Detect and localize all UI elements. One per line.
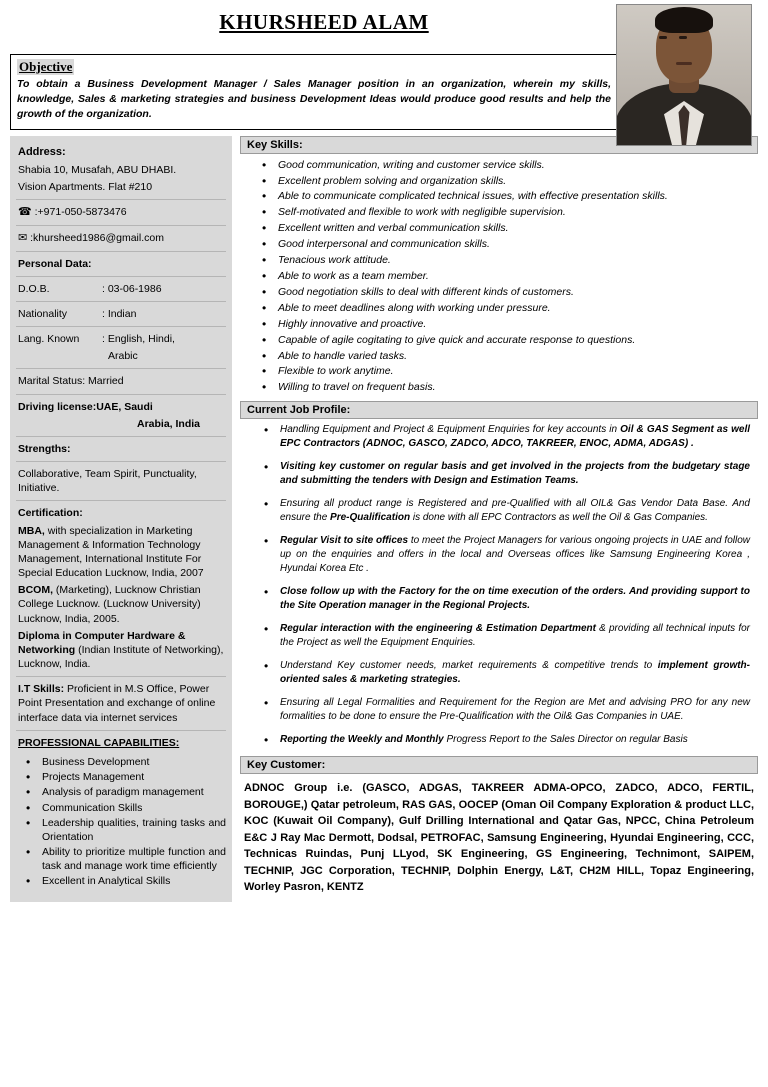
list-item: • Able to communicate complicated technical issues, with effective presentation skills. (240, 189, 752, 204)
list-item: • Leadership qualities, training tasks and Orientation (16, 816, 226, 844)
key-customer-section (240, 756, 758, 896)
page-title: KHURSHEED ALAM (219, 10, 429, 34)
certification-diploma (16, 629, 226, 675)
address-title: Address: (18, 145, 66, 158)
list-item (240, 696, 750, 724)
it-skills-row (16, 679, 226, 728)
list-item (240, 585, 750, 613)
key-customer-text: ADNOC Group i.e. (GASCO, ADGAS, TAKREER ADMA-OPCO, ZADCO, ADCO, FERTIL, BOROUGE,) Qatar petroleum, RAS GAS, OOCEP (Oman Oil Company Exploration & product LLC, KOC (Kuwait Oil Company), Gulf Drilling International and Qatar Gas, NPCC, China Petroleum E&C J Ray Mac Dermott, Dodsal, PETROFAC, Samsung Engineering, Hyundai Engineering, CCC, Technicas Ruindas, Punj LLyod, SK Engineering, GS Engineering, Technimont, SAIPEM, TECHNIP, JGC Corporation, TECHNIP, Dolphin Energy, L&T, CH2M HILL, Topaz Engineering, Worley Pasron, KENTZ (244, 782, 754, 894)
key-skills-list (240, 158, 758, 396)
list-item (240, 534, 750, 576)
list-item: • Good negotiation skills to deal with different kinds of customers. (240, 285, 752, 300)
envelope-icon: ✉ (18, 231, 28, 244)
text-run: Visiting key customer on regular basis and get involved in the projects from the budgetary stage and submitting the tenders with Design and Estimation Teams. (280, 461, 750, 487)
sidebar (10, 136, 232, 902)
it-skills-text: Proficient in M.S Office, Power Point Presentation and exchange of online interface data via internet services (18, 683, 216, 724)
cert-diploma-detail: (Indian Institute of Networking), Lucknow, India. (18, 643, 224, 671)
text-run: Regular interaction with the engineering & Estimation Department (280, 623, 596, 635)
avatar (616, 4, 752, 146)
languages-label: Lang. Known (18, 333, 80, 346)
list-item (240, 622, 750, 650)
nationality-label: Nationality (18, 307, 68, 320)
marital-status: Marital Status: Married (18, 375, 124, 388)
professional-capabilities-title: PROFESSIONAL CAPABILITIES: (18, 736, 180, 749)
objective-title: Objective (19, 59, 73, 74)
text-run: Pre-Qualification (330, 512, 411, 524)
list-item: • Good communication, writing and customer service skills. (240, 158, 752, 173)
current-job-profile-title: Current Job Profile: (240, 401, 758, 419)
list-item: • Able to handle varied tasks. (240, 349, 752, 364)
text-run: Oil & GAS Segment as well EPC Contractors (ADNOC, GASCO, ZADCO, ADCO, TAKREER, ENOC, ADMA, ADGAS) . (280, 424, 750, 450)
telephone-icon: ☎ (18, 205, 32, 218)
objective-text: To obtain a Business Development Manager / Sales Manager position in an organization, wherein my skills, knowledge, Sales & marketing strategies and business Development Ideas would produce good results and help the growth of the organization. (17, 78, 611, 121)
professional-capabilities-list (16, 755, 226, 889)
languages-row (16, 329, 226, 349)
languages-value-2: Arabic (108, 350, 138, 363)
strengths-title: Strengths: (18, 442, 71, 455)
cert-mba-label: MBA, (18, 524, 45, 537)
phone-row (16, 202, 226, 223)
languages-value: : English, Hindi, (102, 333, 175, 346)
cert-bcom-detail: (Marketing), Lucknow Christian College Lucknow. (Lucknow University) Lucknow, India, 2005. (18, 584, 201, 625)
cert-diploma-label: Diploma in Computer Hardware & Networking (18, 629, 186, 656)
text-run: implement growth-oriented sales & marketing strategies. (280, 660, 750, 686)
nationality-row (16, 304, 226, 324)
driving-license-value-2: Arabia, India (136, 417, 200, 430)
text-run: & providing all technical inputs for the Project as well the Equipment Enquiries. (280, 623, 750, 649)
text-run: is done with all EPC Contractors as well the Oil & Gas Companies. (410, 512, 708, 524)
list-item: • Excellent in Analytical Skills (16, 874, 226, 888)
list-item: • Capable of agile cogitating to give quick and accurate response to questions. (240, 333, 752, 348)
dob-value: : 03-06-1986 (102, 282, 162, 295)
list-item: • Able to meet deadlines along with working under pressure. (240, 301, 752, 316)
list-item: • Flexible to work anytime. (240, 364, 752, 379)
list-item (240, 460, 750, 488)
list-item: • Highly innovative and proactive. (240, 317, 752, 332)
current-job-profile-section (240, 401, 758, 747)
it-skills-title: I.T Skills: (18, 683, 65, 696)
text-run: Regular Visit to site offices (280, 535, 409, 547)
key-skills-title: Key Skills: (240, 136, 758, 154)
address-line-2: Vision Apartments. Flat #210 (18, 180, 153, 193)
list-item (240, 497, 750, 525)
list-item: • Ability to prioritize multiple function and task and manage work time efficiently (16, 845, 226, 873)
driving-license-row (16, 397, 226, 417)
strengths-text: Collaborative, Team Spirit, Punctuality, Initiative. (18, 468, 197, 495)
text-run: Reporting the Weekly and Monthly (280, 734, 444, 746)
list-item: • Tenacious work attitude. (240, 253, 752, 268)
nationality-value: : Indian (102, 307, 137, 320)
address-line-1: Shabia 10, Musafah, ABU DHABI. (18, 163, 177, 176)
driving-license-value: UAE, Saudi (96, 400, 153, 413)
list-item: • Willing to travel on frequent basis. (240, 380, 752, 395)
email-value: :khursheed1986@gmail.com (30, 231, 164, 244)
text-run: Understand Key customer needs, market requirements & competitive trends to (280, 660, 658, 672)
text-run: Close follow up with the Factory for the on time execution of the orders. And providing support to the Site Operation manager in the Regional Projects. (280, 586, 750, 612)
certification-mba (16, 524, 226, 584)
cert-mba-detail: with specialization in Marketing Management & Information Technology Management, International Institute For Special Education Lucknow, India, 2007 (18, 524, 204, 580)
driving-license-label: Driving license: (18, 400, 97, 413)
list-item: • Excellent written and verbal communication skills. (240, 221, 752, 236)
list-item: • Analysis of paradigm management (16, 785, 226, 799)
list-item (240, 733, 750, 747)
list-item: • Self-motivated and flexible to work with negligible supervision. (240, 205, 752, 220)
cert-bcom-label: BCOM, (18, 584, 53, 597)
text-run: Ensuring all product range is Registered and pre-Qualified with all OIL& Gas Vendor Data Base. And ensure the (280, 498, 750, 524)
list-item: • Excellent problem solving and organization skills. (240, 174, 752, 189)
email-row (16, 228, 226, 249)
key-customer-title: Key Customer: (240, 756, 758, 774)
key-skills-section (240, 136, 758, 396)
list-item: • Able to work as a team member. (240, 269, 752, 284)
list-item: • Projects Management (16, 770, 226, 784)
certification-title: Certification: (18, 507, 83, 520)
list-item: • Communication Skills (16, 801, 226, 815)
list-item (240, 423, 750, 451)
dob-row (16, 279, 226, 299)
text-run: Handling Equipment and Project & Equipment Enquiries for key accounts in (280, 424, 621, 436)
text-run: to meet the Project Managers for various ongoing projects in UAE and follow up on the enquiries and offers in the local and Overseas offices like Samsung Engineering Korea , Hyundai Korea Etc . (280, 535, 751, 575)
personal-data-title: Personal Data: (18, 257, 92, 270)
list-item (240, 659, 750, 687)
dob-label: D.O.B. (18, 282, 50, 295)
phone-value: :+971-050-5873476 (34, 205, 127, 218)
text-run: Ensuring all Legal Formalities and Requirement for the Region are Met and advising PRO for any new formalities to be done to ensure the Pre-Qualification with the Oil& Gas Companies in UAE. (280, 697, 750, 723)
main-content (240, 136, 758, 902)
text-run: Progress Report to the Sales Director on regular Basis (443, 734, 688, 746)
current-job-profile-list (240, 423, 758, 747)
certification-bcom (16, 583, 226, 629)
list-item: • Good interpersonal and communication skills. (240, 237, 752, 252)
objective-section (10, 54, 618, 130)
header (10, 6, 758, 52)
list-item: • Business Development (16, 755, 226, 769)
